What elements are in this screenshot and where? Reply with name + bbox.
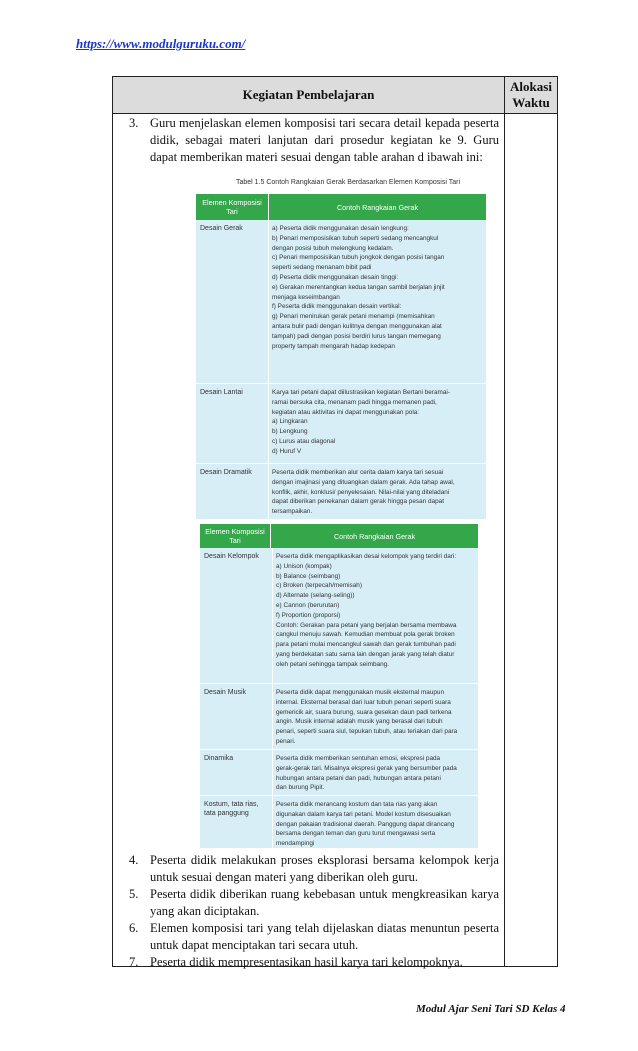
step-text: Peserta didik melakukan proses eksplorasi bersama kelompok kerja untuk sesuai dengan materi yang diberikan oleh guru. <box>150 853 499 884</box>
step-number: 6. <box>129 921 139 935</box>
table1-col1-header: Elemen Komposisi Tari <box>202 198 262 216</box>
table1-col2-header: Contoh Rangkaian Gerak <box>336 203 419 212</box>
table-header-row <box>113 77 557 114</box>
row-content: Peserta didik memberikan alur cerita dalam karya tari sesuai dengan imajinasi yang dituangkan dalam gerak. Ada tahap awal, konflik, akhir, konklusi/ penyelesaian. Nilai-nilai yang diteladani dapat diberikan penekanan dalam gerak hingga pesan dapat tersampaikan. <box>272 469 455 516</box>
row-content: Peserta didik memberikan sentuhan emosi, ekspresi pada gerak-gerak tari. Misalnya ekspresi gerak yang bersumber pada hubungan antara petani dan padi, hubungan antara petani dan burung Pipit. <box>276 755 457 792</box>
table2-col2-header: Contoh Rangkaian Gerak <box>333 532 416 541</box>
step-text: Guru menjelaskan elemen komposisi tari secara detail kepada peserta didik, sebagai materi lanjutan dari prosedur kegiatan ke 9. Guru dapat memberikan materi sesuai dengan table arahan d ibawah ini: <box>150 116 499 164</box>
step-number: 7. <box>129 955 139 969</box>
row-label: Kostum, tata rias, tata panggung <box>204 801 259 817</box>
row-label: Desain Kelompok <box>204 553 259 560</box>
table-caption: Tabel 1.5 Contoh Rangkaian Gerak Berdasarkan Elemen Komposisi Tari <box>236 179 460 186</box>
row-label: Desain Gerak <box>200 225 243 232</box>
step-text: Elemen komposisi tari yang telah dijelaskan diatas menuntun peserta untuk dapat menciptakan tari secara utuh. <box>150 921 499 952</box>
composition-table-1 <box>196 194 486 520</box>
row-content: Peserta didik mengaplikasikan desai kelompok yang terdiri dari: a) Unison (kompak) b) Balance (seimbang) c) Broken (terpecah/memisah) d) Alternate (selang-seling)) e) Cannon (berurutan) f) Proportion (proporsi) Contoh: Gerakan para petani yang berjalan bersama membawa cangkul menuju sawah. Kemudian membuat pola gerak broken para petani mulai mencangkul sawah dan gerak tumbuhan padi yang berdekatan satu sama lain dengan jarak yang telah diatur oleh petani sehingga tampak seimbang. <box>276 553 457 668</box>
table2-header <box>200 524 478 548</box>
step-5 <box>129 886 499 920</box>
step-text: Peserta didik diberikan ruang kebebasan untuk mengkreasikan karya yang akan diciptakan. <box>150 887 499 918</box>
website-link[interactable]: https://www.modulguruku.com/ <box>76 36 246 51</box>
table-row <box>200 548 478 684</box>
row-content: a) Peserta didik menggunakan desain lengkung: b) Penari memposisikan tubuh seperti sedang mencangkul dengan posisi tubuh melengkung kedalam. c) Penari memposisikan tubuh jongkok dengan posisi tangan seperti sedang menanam bibit padi d) Peserta didik menggunakan desain tinggi: e) Gerakan merentangkan kedua tangan sambil berjalan jinjit menjaga keseimbangan f) Peserta didik menggunakan desain vertikal: g) Penari menirukan gerak petani menampi (memisahkan antara bulir padi dengan kulitnya dengan menggunakan alat tampah) padi dengan posisi berdiri lurus tangan memegang property tampah mengarah hadap kedepan <box>272 225 445 350</box>
header-alokasi: Alokasi <box>510 79 552 94</box>
table-row <box>200 796 478 849</box>
step-3 <box>129 115 499 166</box>
page-footer: Modul Ajar Seni Tari SD Kelas 4 <box>416 1003 566 1015</box>
table2-col1-header: Elemen Komposisi Tari <box>205 527 265 545</box>
row-content: Peserta didik merancang kostum dan tata rias yang akan digunakan dalam karya tari petani. Model kostum disesuaikan dengan pakaian tradisional daerah. Panggung dapat dirancang bersama dengan teman dan guru turut mengawasi serta mendampingi <box>276 801 455 848</box>
table1-header <box>196 194 486 220</box>
step-number: 5. <box>129 887 139 901</box>
table-row <box>200 750 478 796</box>
row-label: Desain Dramatik <box>200 469 252 476</box>
row-content: Peserta didik dapat menggunakan musik eksternal maupun internal. Eksternal berasal dari luar tubuh penari seperti suara gemericik air, suara burung, suara gesekan daun padi terkena angin. Musik internal adalah musik yang berasal dari tubuh penari, seperti suara siul, tepukan tubuh, atau teriakan dari para penari. <box>276 689 458 745</box>
row-label: Desain Musik <box>204 689 247 696</box>
row-label: Dinamika <box>204 755 234 762</box>
table-row <box>196 384 486 464</box>
step-text: Peserta didik mempresentasikan hasil karya tari kelompoknya. <box>150 955 463 969</box>
step-4 <box>129 852 499 886</box>
header-alokasi-waktu <box>505 79 557 111</box>
step-number: 3. <box>129 116 139 130</box>
table-row <box>196 464 486 520</box>
header-waktu: Waktu <box>512 95 550 110</box>
step-number: 4. <box>129 853 139 867</box>
step-6 <box>129 920 499 954</box>
column-divider <box>504 77 505 966</box>
step-7 <box>129 954 499 971</box>
row-label: Desain Lantai <box>200 389 243 396</box>
table-row <box>196 220 486 384</box>
header-kegiatan: Kegiatan Pembelajaran <box>242 87 375 102</box>
table-row <box>200 684 478 750</box>
composition-table-2 <box>200 524 478 849</box>
row-content: Karya tari petani dapat diilustrasikan kegiatan Bertani beramai- ramai bersuka cita, menanam padi hingga memanen padi, kegiatan atau aktivitas ini dapat menggunakan pola: a) Lingkaran b) Lengkung c) Lurus atau diagonal d) Huruf V <box>272 389 450 455</box>
